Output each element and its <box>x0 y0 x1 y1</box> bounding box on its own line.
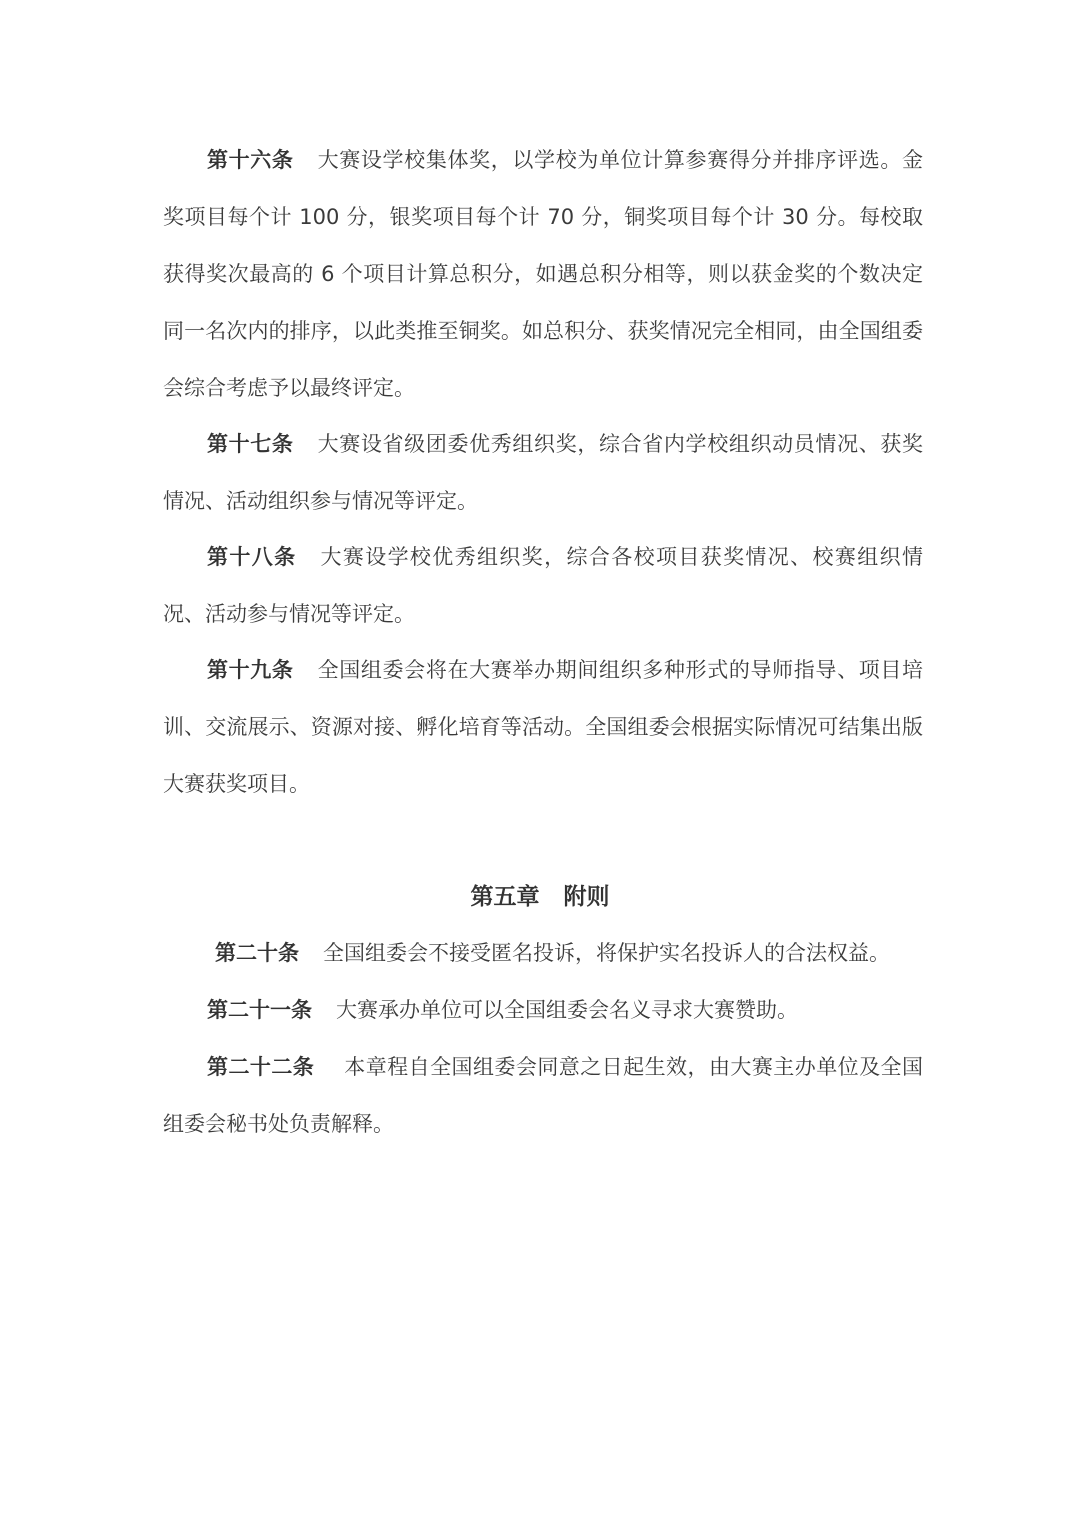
article-17-text: 大赛设省级团委优秀组织奖，综合省内学校组织动员情况、获奖情况、活动组织参与情况等评定。 <box>163 432 924 513</box>
article-21-label: 第二十一条 <box>207 998 312 1022</box>
chapter-heading <box>0 872 1080 922</box>
article-21 <box>163 982 923 1039</box>
article-20 <box>163 925 923 982</box>
article-18-text: 大赛设学校优秀组织奖，综合各校项目获奖情况、校赛组织情况、活动参与情况等评定。 <box>163 545 923 626</box>
article-21-text: 大赛承办单位可以全国组委会名义寻求大赛赞助。 <box>336 998 798 1022</box>
article-17 <box>163 416 923 530</box>
article-22 <box>163 1039 923 1153</box>
article-22-text: 本章程自全国组委会同意之日起生效，由大赛主办单位及全国组委会秘书处负责解释。 <box>163 1055 924 1136</box>
article-18-label: 第十八条 <box>207 545 297 569</box>
article-19-text: 全国组委会将在大赛举办期间组织多种形式的导师指导、项目培训、交流展示、资源对接、孵化培育等活动。全国组委会根据实际情况可结集出版大赛获奖项目。 <box>163 658 924 796</box>
chapter-number: 第五章 <box>470 884 540 910</box>
chapter-title: 附则 <box>563 884 610 910</box>
article-20-text: 全国组委会不接受匿名投诉，将保护实名投诉人的合法权益。 <box>323 941 890 965</box>
article-16-label: 第十六条 <box>207 148 294 172</box>
article-16-text: 大赛设学校集体奖，以学校为单位计算参赛得分并排序评选。金奖项目每个计 100 分，银奖项目每个计 70 分，铜奖项目每个计 30 分。每校取获得奖次最高的 6 个项目计算总积分，如遇总积分相等，则以获金奖的个数决定同一名次内的排序，以此类推至铜奖。如总积分、获奖情况完全相同，由全国组委会综合考虑予以最终评定。 <box>163 148 924 400</box>
article-22-label: 第二十二条 <box>207 1055 315 1079</box>
article-19 <box>163 642 923 813</box>
article-17-label: 第十七条 <box>207 432 294 456</box>
article-20-label: 第二十条 <box>215 941 299 965</box>
article-19-label: 第十九条 <box>207 658 294 682</box>
article-18 <box>163 529 923 643</box>
article-16 <box>163 132 923 417</box>
